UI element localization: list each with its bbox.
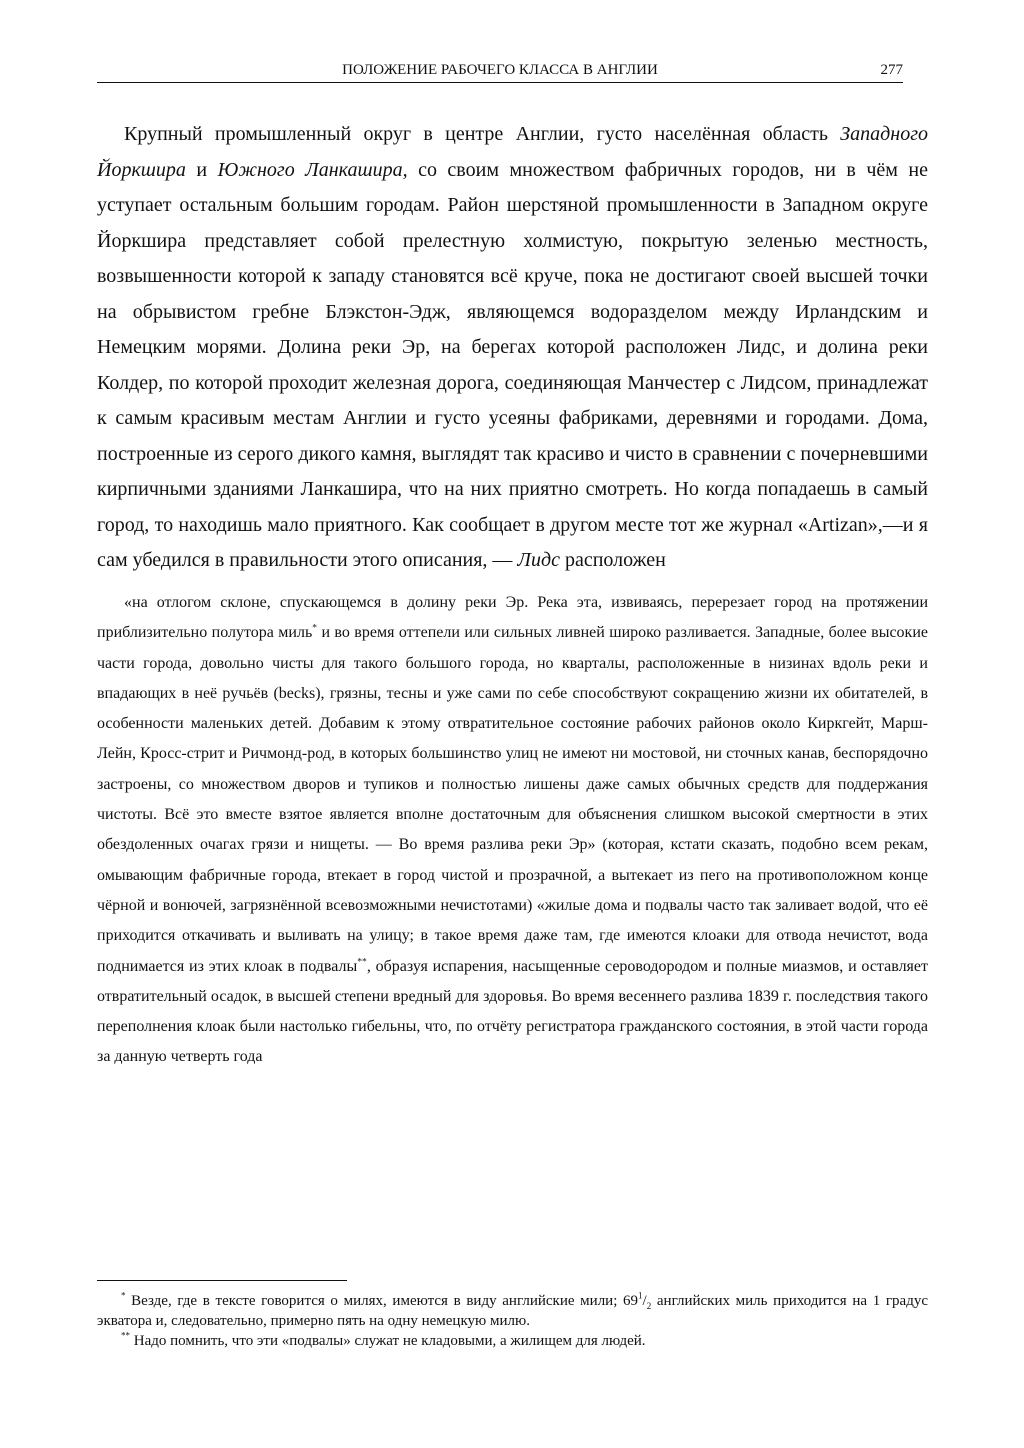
footnote-2-mark: ** <box>121 1330 130 1341</box>
fraction-numerator: 1 <box>638 1290 643 1301</box>
main-text-segment: и <box>185 158 218 181</box>
footnotes <box>97 1291 928 1351</box>
footnote-reference-1: * <box>312 622 318 634</box>
main-text-italic-west-yorkshire: Западного Йоркшира <box>97 123 928 181</box>
running-header-title: ПОЛОЖЕНИЕ РАБОЧЕГО КЛАССА В АНГЛИИ <box>342 62 658 78</box>
main-text-segment: расположен <box>559 549 666 571</box>
quote-text-segment: «на отлогом склоне, спускающемся в долину реки Эр. Река эта, извиваясь, перерезает город на протяжении приблизительно полутора миль <box>97 594 928 642</box>
main-text-italic-south-lancashire: Южного Ланкашира, <box>217 158 408 181</box>
fraction-denominator: 2 <box>646 1301 652 1311</box>
running-header <box>97 60 903 83</box>
main-text-segment: со своим множеством фабричных городов, ни в чём не уступает остальным большим городам. Район шерстяной промышленности в Западном округе Йоркшира представляет собой прелестную холмистую, покрытую зеленью местность, возвышенности которой к западу становятся всё круче, пока не достигают своей высшей точки на обрывистом гребне Блэкстон-Эдж, являющемся водоразделом между Ирландским и Немецким морями. Долина реки Эр, на берегах которой расположен Лидс, и долина реки Колдер, по которой проходит железная дорога, соединяющая Манчестер с Лидсом, принадлежат к самым красивым местам Англии и густо усеяны фабриками, деревнями и городами. Дома, построенные из серого дикого камня, выглядят так красиво и чисто в сравнении с почерневшими кирпичными зданиями Ланкашира, что на них приятно смотреть. Но когда попадаешь в самый город, то находишь мало приятного. Как сообщает в другом месте тот же журнал «Artizan»,—и я сам убедился в правильности этого описания, — <box>97 158 929 571</box>
main-text-segment: Крупный промышленный округ в центре Англии, густо населённая область <box>124 123 841 145</box>
footnote-1-text-continued: английских миль приходится на 1 градус экватора и, следовательно, примерно пять на одну немецкую милю. <box>97 1293 928 1329</box>
main-paragraph <box>97 117 928 579</box>
footnote-1: * Везде, где в тексте говорится о милях, имеются в виду английские мили; $69^1/_2$ английских миль приходится на 1 градус экватора и, следовательно, примерно пять на одну немецкую милю. <box>97 1290 928 1329</box>
footnote-2 <box>97 1331 928 1351</box>
main-text-italic-leeds: Лидс <box>517 549 560 571</box>
block-quotation <box>97 588 928 1073</box>
footnote-1-text: Везде, где в тексте говорится о милях, имеются в виду английские мили; 69 <box>125 1293 639 1309</box>
quote-text-segment: и во время оттепели или сильных ливней широко разливается. Западные, более высокие части города, довольно чисты для такого большого города, но кварталы, расположенные в низинах вдоль реки и впадающих в неё ручьёв (becks), грязны, тесны и уже сами по себе способствуют сокращению жизни их обитателей, в особенности маленьких детей. Добавим к этому отвратительное состояние рабочих районов около Киркгейт, Марш-Лейн, Кросс-стрит и Ричмонд-род, в которых большинство улиц не имеют ни мостовой, ни сточных канав, беспорядочно застроены, со множеством дворов и тупиков и полностью лишены даже самых обычных средств для поддержания чистоты. Всё это вместе взятое является вполне достаточным для объяснения слишком высокой смертности в этих обездоленных очагах грязи и нищеты. — Во время разлива реки Эр» (которая, кстати сказать, подобно всем рекам, омывающим фабричные города, втекает в город чистой и прозрачной, а вытекает из пего на противоположном конце чёрной и вонючей, загрязнённой всевозможными нечистотами) «жилые дома и подвалы часто так заливает водой, что её приходится откачивать и выливать на улицу; в такое время даже там, где имеются клоаки для отвода нечистот, вода поднимается из этих клоак в подвалы <box>97 624 928 975</box>
quote-text-segment: , образуя испарения, насыщенные сероводородом и полные миазмов, и оставляет отвратительный осадок, в высшей степени вредный для здоровья. Во время весеннего разлива 1839 г. последствия такого переполнения клоак были настолько гибельны, что, по отчёту регистратора гражданского состояния, в этой части города за данную четверть года <box>97 957 929 1066</box>
footnote-1-mark: * <box>121 1290 126 1301</box>
page-number: 277 <box>880 62 903 78</box>
footnote-separator <box>97 1280 347 1281</box>
footnote-2-text: Надо помнить, что эти «подвалы» служат не кладовыми, а жилищем для людей. <box>130 1333 646 1349</box>
footnote-reference-2: ** <box>357 955 367 967</box>
